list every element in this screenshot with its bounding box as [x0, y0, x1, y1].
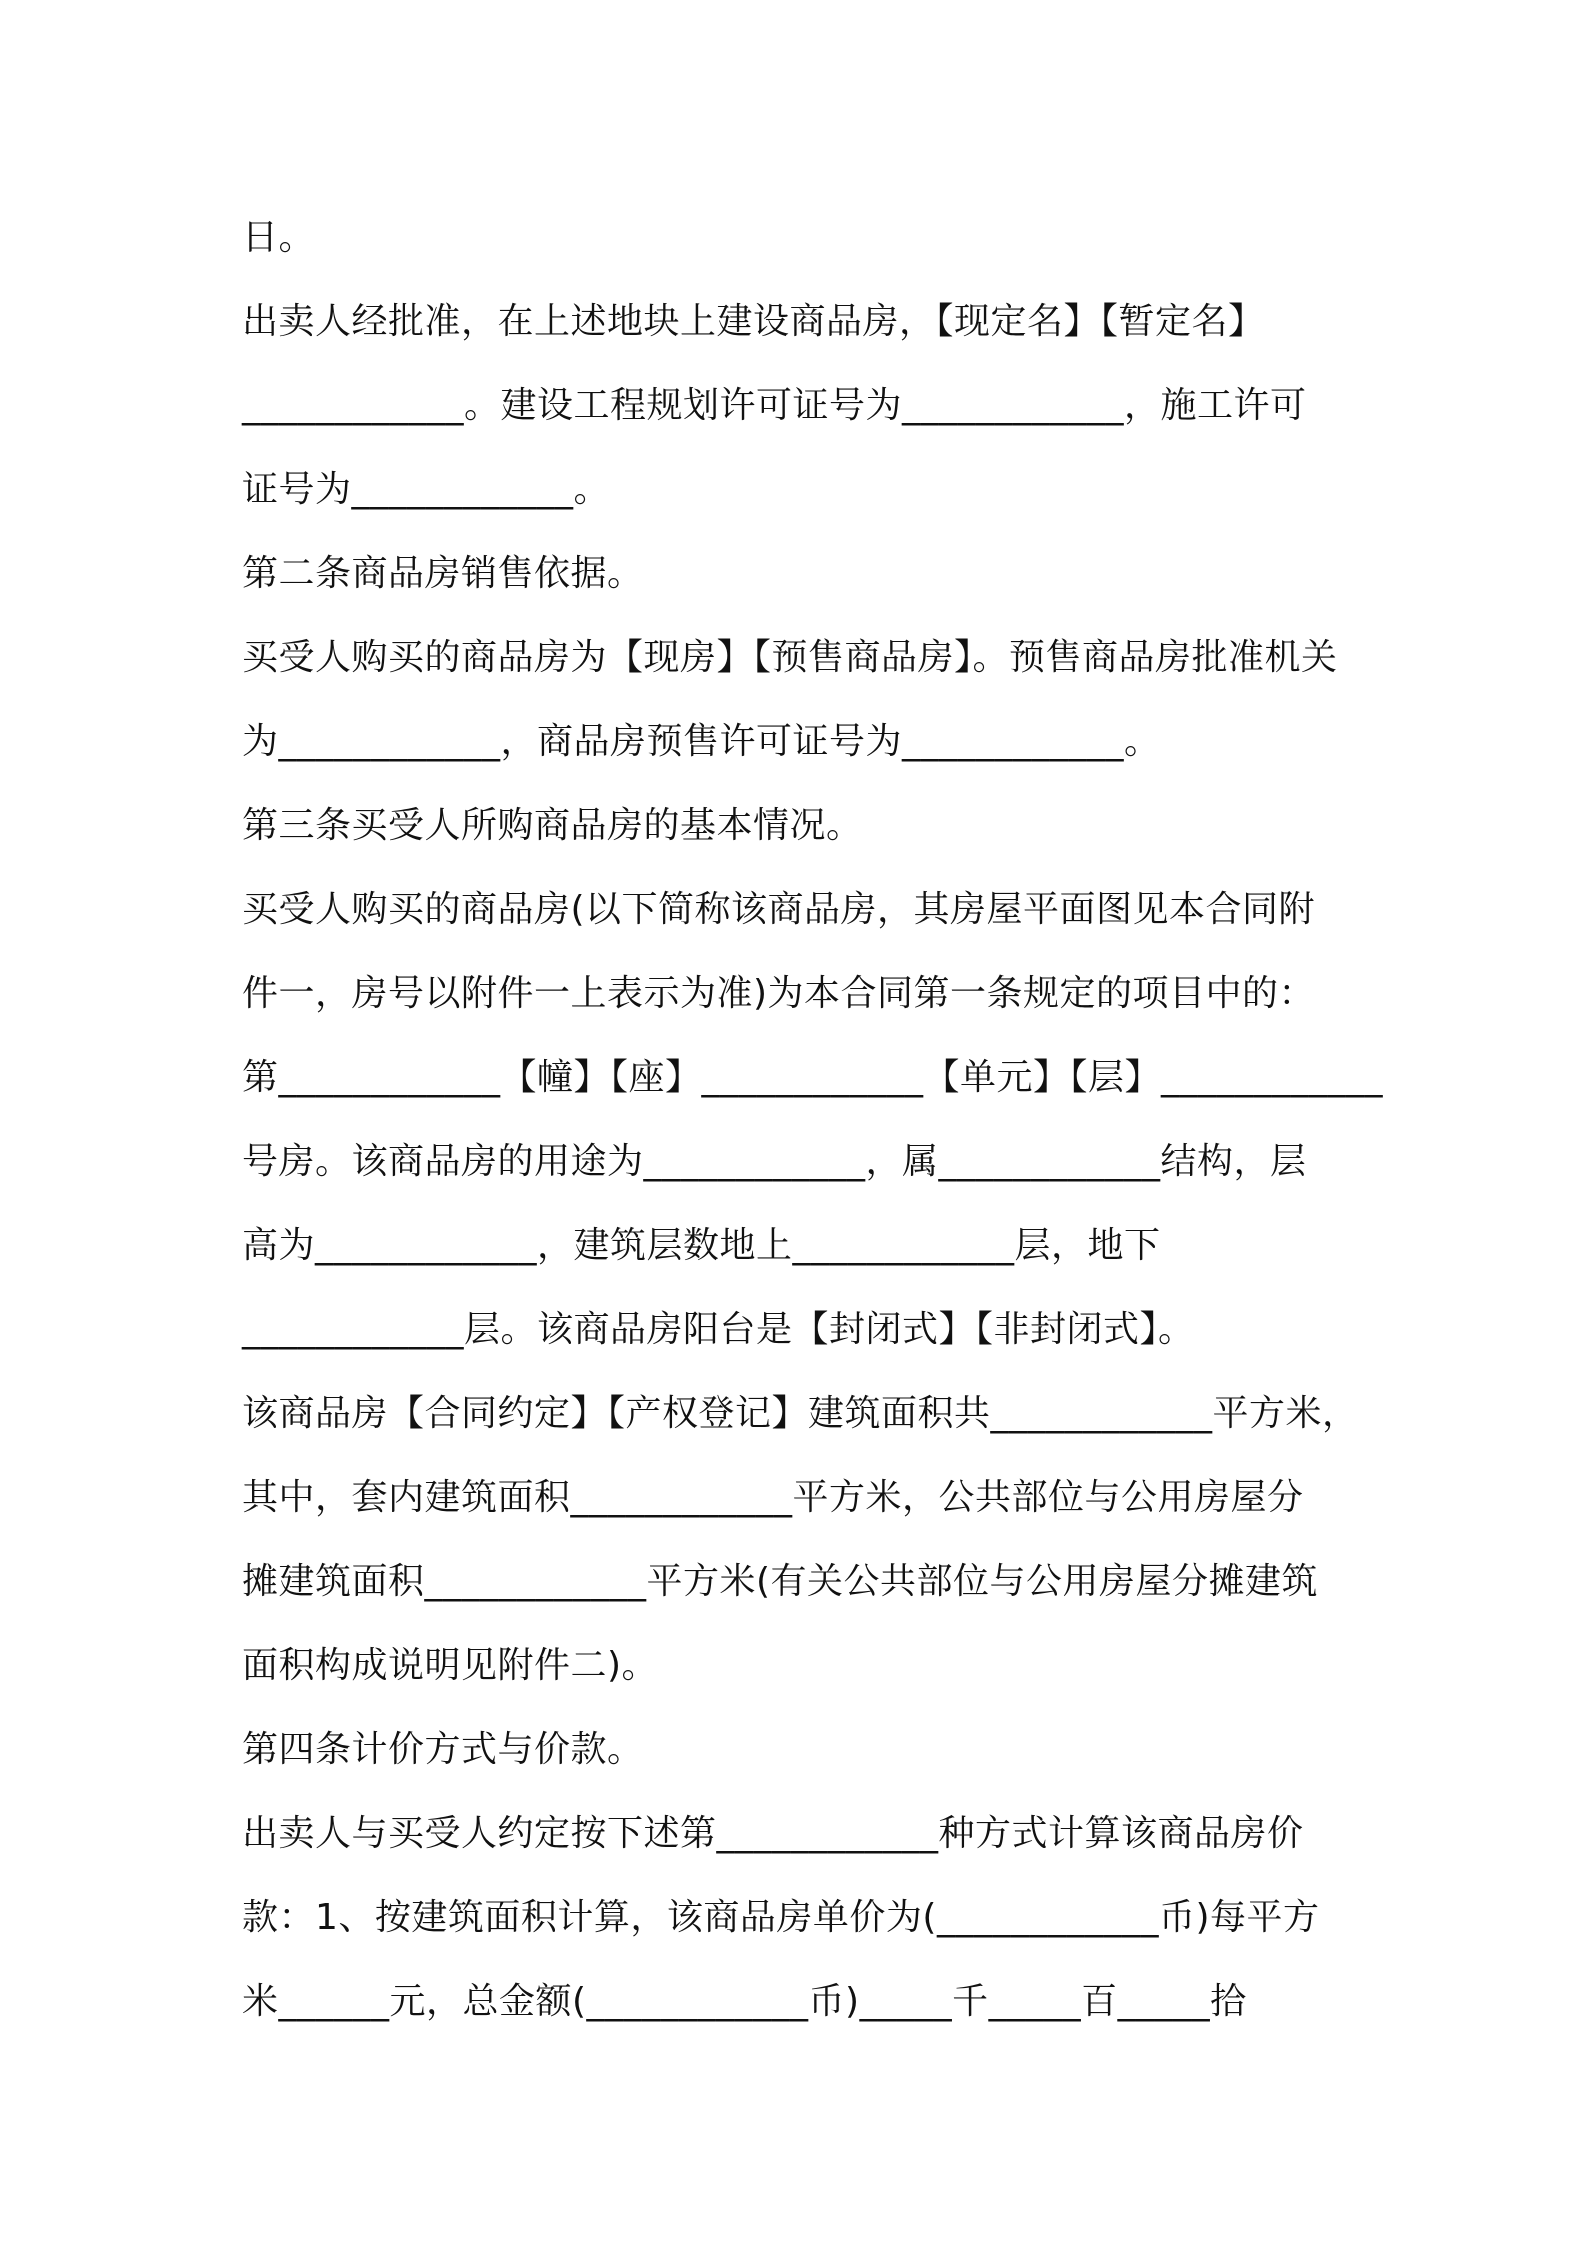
article-heading: 第二条商品房销售依据。: [242, 553, 644, 594]
article-heading: 第四条计价方式与价款。: [242, 1729, 644, 1770]
text-line: 摊建筑面积____________平方米(有关公共部位与公用房屋分摊建筑: [242, 1561, 1319, 1602]
text-line: 高为____________，建筑层数地上____________层，地下: [242, 1225, 1161, 1266]
text-line: ____________层。该商品房阳台是【封闭式】【非封闭式】。: [242, 1309, 1195, 1350]
text-line: 件一，房号以附件一上表示为准)为本合同第一条规定的项目中的：: [242, 973, 1316, 1014]
document-body: [242, 196, 1384, 2044]
text-line: 出卖人与买受人约定按下述第____________种方式计算该商品房价: [242, 1813, 1304, 1854]
text-line: ____________。建设工程规划许可证号为____________，施工许可: [242, 385, 1307, 426]
text-line: 证号为____________。: [242, 469, 611, 510]
text-line: 面积构成说明见附件二)。: [242, 1645, 659, 1686]
text-line: 出卖人经批准，在上述地块上建设商品房，【现定名】【暂定名】: [242, 301, 1265, 342]
text-line: 买受人购买的商品房为【现房】【预售商品房】。预售商品房批准机关: [242, 637, 1338, 678]
text-line: 米______元，总金额(____________币)_____千_____百_____拾: [242, 1981, 1247, 2022]
text-line: 第____________【幢】【座】____________【单元】【层】____________: [242, 1057, 1384, 1098]
text-line: 买受人购买的商品房(以下简称该商品房，其房屋平面图见本合同附: [242, 889, 1316, 930]
text-line: 其中，套内建筑面积____________平方米，公共部位与公用房屋分: [242, 1477, 1304, 1518]
text-line: 款：1、按建筑面积计算，该商品房单价为(____________币)每平方: [242, 1897, 1320, 1938]
text-line: 号房。该商品房的用途为____________，属____________结构，层: [242, 1141, 1307, 1182]
article-heading: 第三条买受人所购商品房的基本情况。: [242, 805, 863, 846]
text-line: 为____________，商品房预售许可证号为____________。: [242, 721, 1161, 762]
text-line: 该商品房【合同约定】【产权登记】建筑面积共____________平方米，: [242, 1393, 1359, 1434]
text-line: 日。: [242, 217, 316, 258]
